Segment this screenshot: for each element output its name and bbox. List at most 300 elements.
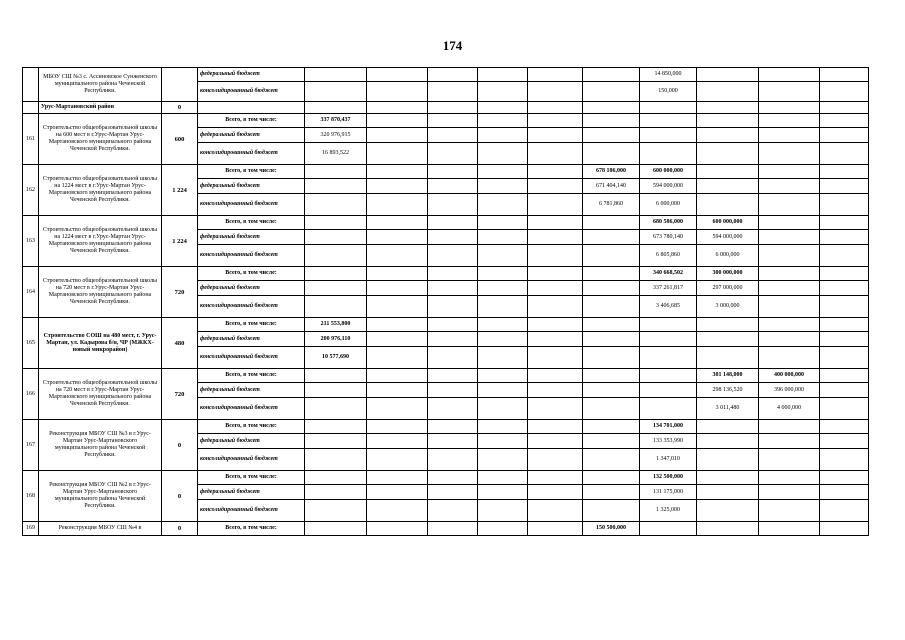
value-cell — [478, 369, 528, 383]
value-cell: 150 500,000 — [583, 522, 640, 536]
budget-type: федеральный бюджет — [198, 230, 305, 245]
value-cell — [528, 143, 583, 165]
value-cell: 6 781,860 — [583, 194, 640, 216]
budget-type: Всего, в том числе: — [198, 267, 305, 281]
value-cell — [759, 267, 820, 281]
value-cell — [305, 296, 367, 318]
value-cell: 1 347,010 — [640, 449, 697, 471]
value-cell: 337 870,437 — [305, 114, 367, 128]
value-cell — [367, 332, 428, 347]
value-cell — [528, 128, 583, 143]
value-cell — [367, 143, 428, 165]
value-cell — [583, 114, 640, 128]
value-cell — [528, 267, 583, 281]
value-cell — [478, 102, 528, 114]
value-cell — [528, 398, 583, 420]
value-cell — [528, 420, 583, 434]
value-cell — [528, 500, 583, 522]
value-cell: 131 175,000 — [640, 485, 697, 500]
value-cell: 673 780,140 — [640, 230, 697, 245]
value-cell — [528, 165, 583, 179]
value-cell — [305, 369, 367, 383]
value-cell — [478, 82, 528, 102]
row-number-cell: 162 — [23, 165, 39, 216]
value-cell — [640, 102, 697, 114]
value-cell: 1 325,000 — [640, 500, 697, 522]
value-cell — [367, 114, 428, 128]
value-cell — [305, 179, 367, 194]
value-cell — [759, 318, 820, 332]
value-cell — [478, 281, 528, 296]
budget-type: Всего, в том числе: — [198, 522, 305, 536]
value-cell — [759, 82, 820, 102]
value-cell: 133 353,990 — [640, 434, 697, 449]
value-cell — [583, 267, 640, 281]
value-cell: 4 000,000 — [759, 398, 820, 420]
value-cell — [820, 128, 869, 143]
value-cell — [640, 398, 697, 420]
value-cell — [583, 347, 640, 369]
value-cell: 320 976,915 — [305, 128, 367, 143]
budget-type: консолидированный бюджет — [198, 296, 305, 318]
value-cell: 211 553,800 — [305, 318, 367, 332]
value-cell — [697, 82, 759, 102]
value-cell — [428, 485, 478, 500]
value-cell — [697, 500, 759, 522]
budget-type: консолидированный бюджет — [198, 82, 305, 102]
value-cell — [428, 434, 478, 449]
capacity-cell: 0 — [162, 522, 198, 536]
value-cell: 301 148,000 — [697, 369, 759, 383]
value-cell — [305, 420, 367, 434]
value-cell — [428, 420, 478, 434]
value-cell — [583, 68, 640, 82]
value-cell — [478, 485, 528, 500]
value-cell — [697, 179, 759, 194]
value-cell — [478, 68, 528, 82]
value-cell — [428, 318, 478, 332]
object-name: Реконструкция МБОУ СШ №3 в г.Урус-Мартан Урус-Мартановского муниципального района Чеченской Республики. — [39, 420, 162, 471]
value-cell — [583, 230, 640, 245]
value-cell — [697, 420, 759, 434]
value-cell — [367, 485, 428, 500]
value-cell — [478, 128, 528, 143]
value-cell — [820, 102, 869, 114]
value-cell — [583, 332, 640, 347]
value-cell — [820, 347, 869, 369]
capacity-cell: 1 224 — [162, 165, 198, 216]
value-cell — [528, 216, 583, 230]
table-row — [23, 114, 869, 128]
value-cell — [428, 165, 478, 179]
value-cell — [820, 194, 869, 216]
value-cell: 594 000,000 — [697, 230, 759, 245]
value-cell — [820, 143, 869, 165]
value-cell — [583, 449, 640, 471]
value-cell: 300 000,000 — [697, 267, 759, 281]
value-cell — [367, 230, 428, 245]
value-cell — [367, 68, 428, 82]
capacity-cell: 1 224 — [162, 216, 198, 267]
table-row — [23, 318, 869, 332]
budget-table — [22, 67, 869, 536]
value-cell — [478, 347, 528, 369]
value-cell — [697, 318, 759, 332]
value-cell — [820, 216, 869, 230]
budget-type: консолидированный бюджет — [198, 143, 305, 165]
value-cell — [305, 245, 367, 267]
value-cell — [820, 82, 869, 102]
value-cell — [528, 332, 583, 347]
value-cell: 10 577,690 — [305, 347, 367, 369]
value-cell — [428, 267, 478, 281]
value-cell — [820, 245, 869, 267]
value-cell — [640, 522, 697, 536]
value-cell — [820, 230, 869, 245]
value-cell — [697, 332, 759, 347]
capacity-cell — [162, 68, 198, 102]
value-cell — [478, 318, 528, 332]
value-cell — [528, 434, 583, 449]
value-cell — [640, 128, 697, 143]
value-cell — [759, 347, 820, 369]
value-cell — [640, 383, 697, 398]
row-number-cell — [23, 68, 39, 102]
value-cell — [697, 522, 759, 536]
value-cell: 6 000,000 — [640, 194, 697, 216]
budget-type: консолидированный бюджет — [198, 449, 305, 471]
value-cell — [367, 216, 428, 230]
value-cell — [759, 128, 820, 143]
value-cell: 680 586,000 — [640, 216, 697, 230]
value-cell — [820, 369, 869, 383]
budget-type: консолидированный бюджет — [198, 245, 305, 267]
value-cell — [305, 383, 367, 398]
value-cell — [198, 102, 305, 114]
value-cell — [583, 281, 640, 296]
value-cell — [528, 369, 583, 383]
value-cell — [428, 216, 478, 230]
budget-type: Всего, в том числе: — [198, 216, 305, 230]
value-cell: 600 000,000 — [697, 216, 759, 230]
value-cell — [428, 281, 478, 296]
value-cell — [478, 114, 528, 128]
value-cell — [428, 102, 478, 114]
value-cell — [305, 434, 367, 449]
value-cell — [697, 434, 759, 449]
value-cell — [367, 522, 428, 536]
value-cell — [759, 471, 820, 485]
value-cell — [428, 522, 478, 536]
value-cell — [478, 434, 528, 449]
value-cell — [478, 332, 528, 347]
capacity-cell: 0 — [162, 102, 198, 114]
value-cell — [478, 522, 528, 536]
value-cell — [478, 471, 528, 485]
value-cell: 16 893,522 — [305, 143, 367, 165]
value-cell — [428, 449, 478, 471]
value-cell: 200 976,110 — [305, 332, 367, 347]
value-cell: 132 500,000 — [640, 471, 697, 485]
row-number-cell: 167 — [23, 420, 39, 471]
value-cell: 298 136,520 — [697, 383, 759, 398]
value-cell — [367, 369, 428, 383]
table-row — [23, 267, 869, 281]
object-name: Строительство СОШ на 480 мест, г. Урус-Мартан, ул. Кадырова б/н, ЧР (МЖКХ- новый микрорайон) — [39, 318, 162, 369]
value-cell — [367, 281, 428, 296]
value-cell — [367, 500, 428, 522]
value-cell: 150,000 — [640, 82, 697, 102]
budget-type: федеральный бюджет — [198, 485, 305, 500]
row-number-cell: 161 — [23, 114, 39, 165]
object-name: МБОУ СШ №3 с. Ассиновское Сунженского муниципального района Чеченской Республики. — [39, 68, 162, 102]
budget-type: Всего, в том числе: — [198, 369, 305, 383]
value-cell — [759, 216, 820, 230]
value-cell — [528, 114, 583, 128]
value-cell — [528, 449, 583, 471]
budget-type: Всего, в том числе: — [198, 471, 305, 485]
row-number-cell: 164 — [23, 267, 39, 318]
value-cell — [428, 128, 478, 143]
value-cell — [428, 230, 478, 245]
budget-type: федеральный бюджет — [198, 128, 305, 143]
value-cell — [428, 369, 478, 383]
value-cell — [583, 318, 640, 332]
value-cell — [528, 522, 583, 536]
value-cell — [428, 114, 478, 128]
budget-type: Всего, в том числе: — [198, 165, 305, 179]
value-cell — [428, 82, 478, 102]
value-cell — [428, 383, 478, 398]
row-number-cell: 169 — [23, 522, 39, 536]
budget-type: консолидированный бюджет — [198, 194, 305, 216]
value-cell — [528, 179, 583, 194]
value-cell — [697, 485, 759, 500]
value-cell — [583, 383, 640, 398]
value-cell: 400 000,000 — [759, 369, 820, 383]
value-cell — [478, 230, 528, 245]
budget-type: федеральный бюджет — [198, 179, 305, 194]
value-cell — [759, 230, 820, 245]
value-cell — [428, 332, 478, 347]
value-cell — [640, 114, 697, 128]
value-cell — [820, 296, 869, 318]
value-cell — [820, 165, 869, 179]
value-cell — [697, 347, 759, 369]
value-cell — [305, 68, 367, 82]
value-cell — [640, 143, 697, 165]
value-cell — [759, 68, 820, 82]
value-cell — [367, 82, 428, 102]
value-cell — [428, 179, 478, 194]
value-cell: 337 261,817 — [640, 281, 697, 296]
value-cell — [697, 143, 759, 165]
value-cell: 297 000,000 — [697, 281, 759, 296]
value-cell — [583, 245, 640, 267]
value-cell — [583, 216, 640, 230]
object-name: Реконструкция МБОУ СШ №4 в — [39, 522, 162, 536]
value-cell — [759, 245, 820, 267]
value-cell — [759, 332, 820, 347]
row-number-cell: 163 — [23, 216, 39, 267]
value-cell — [428, 471, 478, 485]
capacity-cell: 600 — [162, 114, 198, 165]
value-cell — [428, 296, 478, 318]
budget-type: федеральный бюджет — [198, 68, 305, 82]
capacity-cell: 720 — [162, 369, 198, 420]
value-cell — [583, 143, 640, 165]
row-number-cell: 168 — [23, 471, 39, 522]
value-cell — [640, 369, 697, 383]
value-cell — [697, 114, 759, 128]
row-number-cell: 165 — [23, 318, 39, 369]
budget-type: федеральный бюджет — [198, 434, 305, 449]
value-cell — [697, 68, 759, 82]
table-row — [23, 522, 869, 536]
value-cell — [759, 296, 820, 318]
value-cell — [820, 471, 869, 485]
value-cell — [528, 485, 583, 500]
value-cell: 3 406,685 — [640, 296, 697, 318]
value-cell — [528, 68, 583, 82]
value-cell — [528, 318, 583, 332]
value-cell: 134 701,000 — [640, 420, 697, 434]
value-cell — [583, 102, 640, 114]
value-cell — [305, 398, 367, 420]
value-cell — [367, 296, 428, 318]
value-cell: 340 668,502 — [640, 267, 697, 281]
value-cell — [428, 68, 478, 82]
value-cell — [528, 296, 583, 318]
object-name: Строительство общеобразовательной школы на 720 мест в г.Урус-Мартан Урус-Мартановского муниципального района Чеченской Республики. — [39, 369, 162, 420]
value-cell — [367, 245, 428, 267]
value-cell — [367, 449, 428, 471]
value-cell — [820, 281, 869, 296]
value-cell — [478, 383, 528, 398]
value-cell — [759, 179, 820, 194]
value-cell — [528, 102, 583, 114]
value-cell — [478, 143, 528, 165]
value-cell: 594 000,000 — [640, 179, 697, 194]
value-cell — [583, 82, 640, 102]
value-cell — [305, 471, 367, 485]
table-row — [23, 216, 869, 230]
value-cell — [583, 500, 640, 522]
value-cell — [528, 281, 583, 296]
value-cell — [305, 485, 367, 500]
value-cell — [428, 347, 478, 369]
value-cell — [478, 398, 528, 420]
capacity-cell: 0 — [162, 471, 198, 522]
value-cell — [759, 143, 820, 165]
value-cell — [367, 471, 428, 485]
value-cell — [305, 449, 367, 471]
value-cell — [305, 216, 367, 230]
value-cell: 6 000,000 — [697, 245, 759, 267]
value-cell — [478, 449, 528, 471]
table-row — [23, 369, 869, 383]
value-cell — [697, 449, 759, 471]
value-cell — [820, 522, 869, 536]
budget-type: федеральный бюджет — [198, 332, 305, 347]
value-cell — [478, 267, 528, 281]
value-cell — [820, 383, 869, 398]
value-cell — [583, 485, 640, 500]
value-cell — [759, 434, 820, 449]
budget-type: консолидированный бюджет — [198, 398, 305, 420]
value-cell — [367, 347, 428, 369]
object-name: Реконструкция МБОУ СШ №2 в г.Урус-Мартан Урус-Мартановского муниципального района Чеченской Республики. — [39, 471, 162, 522]
value-cell — [528, 194, 583, 216]
value-cell — [305, 500, 367, 522]
value-cell: 678 186,000 — [583, 165, 640, 179]
value-cell — [583, 434, 640, 449]
value-cell — [820, 500, 869, 522]
value-cell — [528, 82, 583, 102]
region-name: Урус-Мартановский район — [39, 102, 162, 114]
budget-type: федеральный бюджет — [198, 383, 305, 398]
value-cell — [583, 420, 640, 434]
budget-type: Всего, в том числе: — [198, 420, 305, 434]
value-cell: 671 404,140 — [583, 179, 640, 194]
value-cell — [305, 281, 367, 296]
value-cell — [305, 522, 367, 536]
value-cell — [759, 194, 820, 216]
value-cell — [820, 420, 869, 434]
value-cell — [478, 216, 528, 230]
value-cell — [528, 347, 583, 369]
value-cell — [305, 82, 367, 102]
object-name: Строительство общеобразовательной школы на 600 мест в г.Урус-Мартан Урус-Мартановского муниципального района Чеченской Республики. — [39, 114, 162, 165]
value-cell — [820, 267, 869, 281]
value-cell — [697, 128, 759, 143]
value-cell — [583, 128, 640, 143]
value-cell — [697, 194, 759, 216]
value-cell — [428, 194, 478, 216]
value-cell — [478, 194, 528, 216]
value-cell — [820, 398, 869, 420]
value-cell: 396 000,000 — [759, 383, 820, 398]
object-name: Строительство общеобразовательной школы на 1224 мест в г.Урус-Мартан Урус-Мартановского муниципального района Чеченской Республики. — [39, 216, 162, 267]
value-cell — [583, 369, 640, 383]
value-cell — [583, 296, 640, 318]
value-cell — [820, 434, 869, 449]
value-cell — [528, 383, 583, 398]
value-cell — [820, 332, 869, 347]
value-cell: 3 000,000 — [697, 296, 759, 318]
value-cell — [305, 165, 367, 179]
value-cell — [583, 398, 640, 420]
value-cell — [759, 114, 820, 128]
value-cell — [478, 179, 528, 194]
value-cell — [820, 449, 869, 471]
row-number-cell: 166 — [23, 369, 39, 420]
capacity-cell: 480 — [162, 318, 198, 369]
value-cell — [759, 281, 820, 296]
table-row — [23, 68, 869, 82]
budget-type: Всего, в том числе: — [198, 318, 305, 332]
value-cell — [305, 194, 367, 216]
value-cell — [367, 267, 428, 281]
value-cell — [367, 194, 428, 216]
value-cell: 14 850,000 — [640, 68, 697, 82]
value-cell — [305, 267, 367, 281]
table-row — [23, 102, 869, 114]
value-cell — [478, 500, 528, 522]
value-cell — [697, 102, 759, 114]
value-cell — [820, 318, 869, 332]
value-cell — [583, 471, 640, 485]
